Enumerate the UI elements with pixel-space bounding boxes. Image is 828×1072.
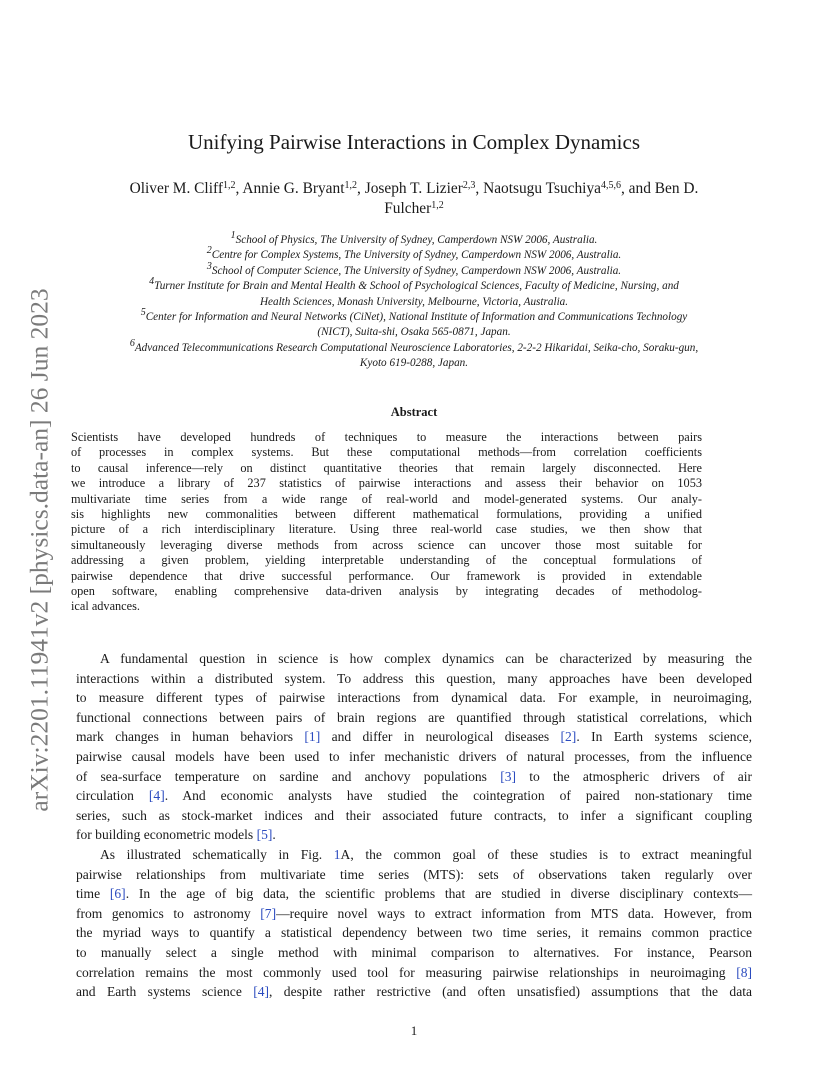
affiliation-text: School of Physics, The University of Sydney, Camperdown NSW 2006, Australia. — [235, 234, 598, 246]
abstract-line: simultaneously leveraging diverse methods from across science can uncover those most suitable for — [71, 537, 702, 552]
affiliation-number: 4 — [149, 276, 155, 288]
arxiv-sidebar — [22, 250, 58, 850]
body-line: interactions within a distributed system. To address this question, many approaches have been developed — [76, 670, 752, 686]
body-line: mark changes in human behaviors [1] and differ in neurological diseases [2]. In Earth systems science, — [76, 729, 752, 745]
citation-link[interactable]: [4] — [253, 984, 270, 1000]
abstract-line: multivariate time series from a wide range of real-world and model-generated systems. Our analy- — [71, 491, 702, 506]
abstract-line: we introduce a library of 237 statistics of pairwise interactions and assess their behavior on 1053 — [71, 476, 702, 491]
body-line: to measure different types of pairwise interactions from dynamical data. For example, in neuroimaging, — [76, 690, 752, 706]
author-name: Annie G. Bryant — [242, 180, 345, 197]
body-line: pairwise causal models have been used to infer mechanistic drivers of natural processes, from the influence — [76, 748, 752, 764]
author-separator: , and Ben D. — [620, 180, 699, 197]
affiliation — [76, 245, 752, 263]
affiliation — [76, 230, 752, 248]
affiliation-continued: Health Sciences, Monash University, Melbourne, Victoria, Australia. — [259, 295, 569, 308]
abstract-text — [71, 430, 702, 615]
author-affiliation-marks: 1,2 — [431, 200, 444, 211]
abstract-line: of processes in complex systems. But these computational methods—from correlation coefficients — [71, 445, 702, 460]
affiliation-text: School of Computer Science, The University of Sydney, Camperdown NSW 2006, Australia. — [211, 264, 622, 277]
body-line: to manually select a single method with minimal comparison to alternatives. For instance, Pearson — [76, 944, 752, 960]
body-line: A fundamental question in science is how complex dynamics can be characterized by measuring the — [100, 651, 752, 666]
author-separator: , — [235, 180, 243, 197]
author-list — [76, 179, 752, 219]
abstract-line: to causal inference—rely on distinct quantitative theories that remain largely disconnected. Here — [71, 460, 702, 475]
affiliation-number: 3 — [206, 260, 212, 272]
abstract-line: picture of a rich interdisciplinary literature. Using three real-world case studies, we then show that — [71, 522, 702, 537]
affiliation — [76, 307, 752, 325]
body-line: of sea-surface temperature on sardine and anchovy populations [3] to the atmospheric drivers of air — [76, 768, 752, 784]
author-affiliation-marks: 1,2 — [222, 180, 236, 191]
author-line-1 — [76, 179, 752, 199]
abstract-line: open software, enabling comprehensive data-driven analysis by integrating decades of methodolog- — [71, 584, 702, 599]
page-number: 1 — [410, 1023, 418, 1038]
affiliation — [76, 337, 752, 356]
arxiv-identifier: arXiv:2201.11941v2 [physics.data-an] 26 Jun 2023 — [25, 288, 55, 812]
abstract-line: addressing a given problem, yielding interpretable understanding of the conceptual formulations of — [71, 553, 702, 568]
body-line: As illustrated schematically in Fig. 1A, the common goal of these studies is to extract meaningful — [100, 846, 752, 862]
body-line: the myriad ways to quantify a statistical dependency between two time series, it remains common practice — [76, 925, 752, 941]
author-name: Joseph T. Lizier — [364, 180, 463, 197]
affiliation-continued: Kyoto 619-0288, Japan. — [359, 357, 469, 370]
affiliation-text: Advanced Telecommunications Research Computational Neuroscience Laboratories, 2-2-2 Hikaridai, Seika-cho, Soraku-gun, — [134, 341, 699, 354]
author-name: Fulcher — [384, 200, 432, 217]
author-separator: , — [475, 180, 484, 197]
author-line-2 — [76, 199, 752, 219]
body-line: and Earth systems science [4], despite rather restrictive (and often unsatisfied) assumptions that the data — [76, 984, 752, 1000]
body-text — [76, 649, 752, 1002]
abstract-line: Scientists have developed hundreds of techniques to measure the interactions between pairs — [71, 430, 702, 444]
body-line: pairwise relationships from multivariate time series (MTS): sets of observations taken regularly over — [76, 866, 752, 882]
affiliation — [76, 260, 752, 279]
abstract-line: ical advances. — [71, 599, 140, 614]
citation-link[interactable]: [6] — [109, 886, 126, 902]
body-line: for building econometric models [5]. — [76, 827, 276, 843]
author-name: Oliver M. Cliff — [129, 180, 223, 197]
affiliation-text: Centre for Complex Systems, The University of Sydney, Camperdown NSW 2006, Australia. — [211, 249, 622, 262]
affiliation-text: Turner Institute for Brain and Mental Health & School of Psychological Sciences, Faculty of Medicine, Nursing, and — [154, 280, 679, 293]
affiliation-text: Center for Information and Neural Networks (CiNet), National Institute of Information and Communications Technology — [145, 311, 688, 324]
author-name: Naotsugu Tsuchiya — [483, 180, 601, 197]
abstract-line: pairwise dependence that drive successful performance. Our framework is provided in extendable — [71, 568, 702, 583]
citation-link[interactable]: [3] — [500, 768, 517, 784]
affiliation-list — [76, 230, 752, 372]
citation-link[interactable]: [5] — [256, 827, 273, 843]
citation-link[interactable]: [1] — [304, 729, 321, 745]
body-line: correlation remains the most commonly used tool for measuring pairwise relationships in neuroimaging [8] — [76, 964, 752, 980]
author-affiliation-marks: 1,2 — [344, 180, 357, 191]
body-line: circulation [4]. And economic analysts have studied the cointegration of paired non-stationary time — [76, 788, 753, 804]
abstract-heading: Abstract — [390, 405, 438, 419]
citation-link[interactable]: 1 — [333, 846, 341, 862]
affiliation-number: 5 — [140, 307, 146, 319]
abstract-line: sis highlights new commonalities between different mathematical formulations, providing a unified — [71, 507, 702, 522]
author-separator: , — [357, 180, 365, 197]
author-affiliation-marks: 4,5,6 — [600, 180, 621, 191]
paper-title: Unifying Pairwise Interactions in Complex Dynamics — [187, 130, 640, 154]
body-line: functional connections between pairs of brain regions are quantified through statistical correlations, which — [76, 709, 752, 725]
author-affiliation-marks: 2,3 — [462, 180, 476, 191]
citation-link[interactable]: [4] — [148, 788, 165, 804]
citation-link[interactable]: [8] — [736, 964, 752, 980]
affiliation-number: 1 — [230, 230, 236, 241]
body-line: series, such as stock-market indices and their associated future contracts, to infer a significant coupling — [76, 807, 752, 823]
body-line: from genomics to astronomy [7]—require novel ways to extract information from MTS data. However, from — [76, 905, 752, 921]
citation-link[interactable]: [7] — [260, 905, 277, 921]
affiliation-number: 2 — [206, 245, 212, 257]
citation-link[interactable]: [2] — [560, 729, 577, 745]
body-line: time [6]. In the age of big data, the scientific problems that are studied in diverse disciplinary contexts— — [76, 886, 752, 902]
affiliation — [76, 276, 752, 294]
affiliation-number: 6 — [129, 337, 135, 349]
affiliation-continued: (NICT), Suita-shi, Osaka 565-0871, Japan. — [317, 326, 511, 339]
